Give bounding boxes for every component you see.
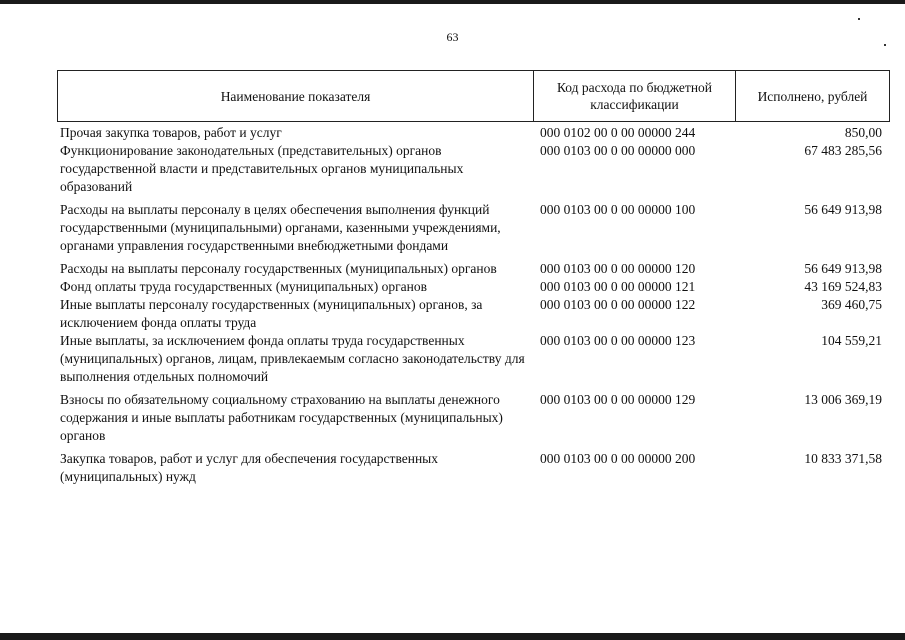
scan-border-bottom xyxy=(0,633,905,640)
table-row xyxy=(60,260,882,278)
row-amount: 56 649 913,98 xyxy=(804,202,882,217)
table-row xyxy=(60,201,882,255)
page-number: 63 xyxy=(446,30,459,44)
table-row xyxy=(60,124,882,142)
row-name: Расходы на выплаты персоналу в целях обеспечения выполнения функций государственными (муниципальными) органами, казенными учреждениями, органами управления государственными внебюджетными фондами xyxy=(60,202,501,253)
table-row xyxy=(60,296,882,332)
row-name: Фонд оплаты труда государственных (муниципальных) органов xyxy=(60,279,427,294)
header-amount: Исполнено, рублей xyxy=(735,71,889,121)
row-amount: 10 833 371,58 xyxy=(804,451,882,466)
row-amount: 56 649 913,98 xyxy=(804,261,882,276)
row-amount: 67 483 285,56 xyxy=(804,143,882,158)
table-row xyxy=(60,278,882,296)
row-name: Функционирование законодательных (представительных) органов государственной власти и представительных органов муниципальных образований xyxy=(60,143,464,194)
table-body xyxy=(60,124,882,486)
row-code: 000 0103 00 0 00 00000 100 xyxy=(540,202,696,217)
row-amount: 850,00 xyxy=(844,125,882,140)
row-code: 000 0103 00 0 00 00000 120 xyxy=(540,261,696,276)
row-amount: 369 460,75 xyxy=(821,297,882,312)
row-name: Иные выплаты, за исключением фонда оплаты труда государственных (муниципальных) органов, лицам, привлекаемым согласно законодательству для выполнения отдельных полномочий xyxy=(60,333,525,384)
row-code: 000 0103 00 0 00 00000 000 xyxy=(540,143,696,158)
table-row xyxy=(60,450,882,486)
scan-border-top xyxy=(0,0,905,4)
row-name: Расходы на выплаты персоналу государственных (муниципальных) органов xyxy=(60,261,497,276)
row-amount: 13 006 369,19 xyxy=(804,392,882,407)
table-row xyxy=(60,391,882,445)
row-code: 000 0103 00 0 00 00000 122 xyxy=(540,297,696,312)
row-code: 000 0103 00 0 00 00000 129 xyxy=(540,392,696,407)
row-name: Иные выплаты персоналу государственных (муниципальных) органов, за исключением фонда оплаты труда xyxy=(60,297,483,330)
header-code: Код расхода по бюджетной классификации xyxy=(533,71,735,121)
table-row xyxy=(60,332,882,386)
row-name: Взносы по обязательному социальному страхованию на выплаты денежного содержания и иные выплаты работникам государственных (муниципальных) органов xyxy=(60,392,503,443)
row-code: 000 0103 00 0 00 00000 200 xyxy=(540,451,696,466)
header-name: Наименование показателя xyxy=(220,88,371,104)
row-amount: 43 169 524,83 xyxy=(804,279,882,294)
table-row xyxy=(60,142,882,196)
row-name: Прочая закупка товаров, работ и услуг xyxy=(60,125,282,140)
row-code: 000 0102 00 0 00 00000 244 xyxy=(540,125,696,140)
row-code: 000 0103 00 0 00 00000 121 xyxy=(540,279,696,294)
row-amount: 104 559,21 xyxy=(821,333,882,348)
scan-speck xyxy=(858,18,860,20)
row-name: Закупка товаров, работ и услуг для обеспечения государственных (муниципальных) нужд xyxy=(60,451,439,484)
row-code: 000 0103 00 0 00 00000 123 xyxy=(540,333,696,348)
table-header xyxy=(57,70,890,122)
